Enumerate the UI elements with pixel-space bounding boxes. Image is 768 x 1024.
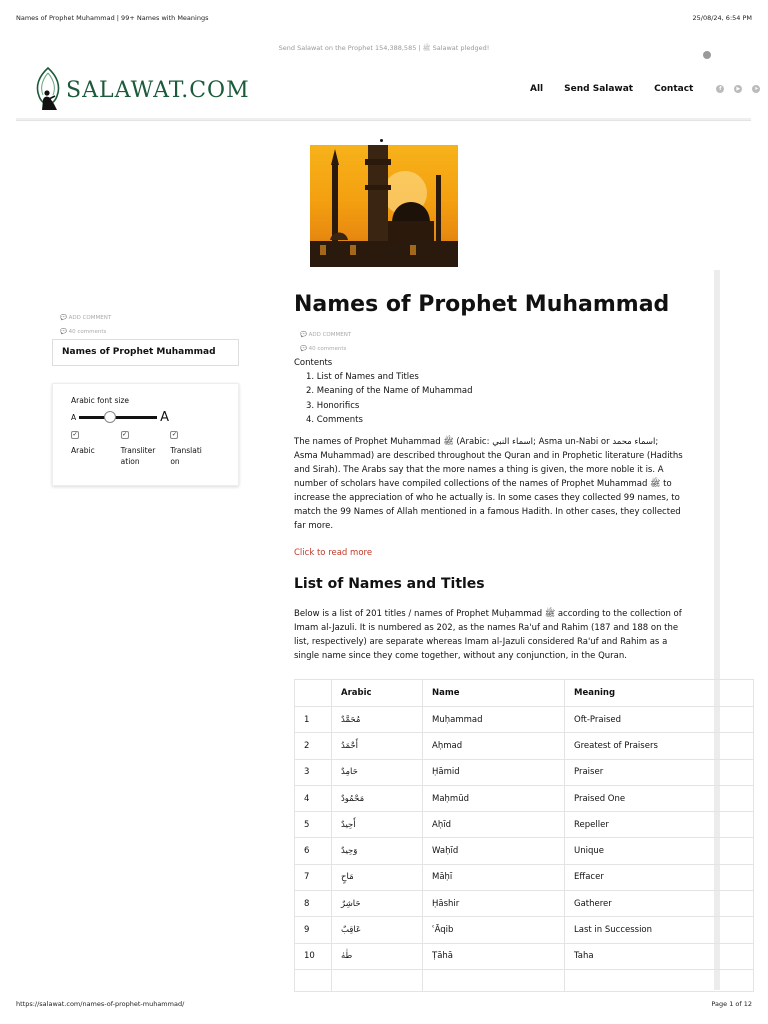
table-row: [295, 733, 754, 759]
toggle-translation[interactable]: [170, 431, 220, 467]
display-toggles: [71, 431, 220, 467]
row-number: 1: [295, 707, 332, 733]
article: [294, 292, 684, 663]
section-paragraph: Below is a list of 201 titles / names of Prophet Muḥammad ﷺ according to the collection of Imam al-Jazuli. It is numbered as 202, as the names Ra'uf and Rahim (187 and 188 on the list, respectively) are separate whereas Imam al-Jazuli considered Ra'uf and Rahim as a single name since they come together, without any conjunction, in the Quran.: [294, 609, 682, 662]
header-arabic: Arabic: [332, 680, 423, 707]
row-number: 10: [295, 943, 332, 969]
logo-text: SALAWAT.COM: [66, 77, 250, 103]
row-name: Muḥammad: [423, 707, 565, 733]
table-row: [295, 864, 754, 890]
small-a-label: A: [71, 412, 77, 422]
toggle-transliteration[interactable]: [121, 431, 171, 467]
toc-item[interactable]: 4. Comments: [306, 414, 363, 425]
row-meaning: Taha: [565, 943, 754, 969]
nav-item-contact[interactable]: Contact: [654, 84, 694, 94]
row-arabic: مَاحٍ: [332, 864, 423, 890]
print-datetime: 25/08/24, 6:54 PM: [692, 14, 752, 22]
row-meaning: Praised One: [565, 785, 754, 811]
table-row: [295, 917, 754, 943]
row-name: ʿĀqib: [423, 917, 565, 943]
row-name: Māḥī: [423, 864, 565, 890]
row-number: 2: [295, 733, 332, 759]
row-arabic: حَاشِرٌ: [332, 891, 423, 917]
names-table: [294, 679, 754, 992]
table-row: [295, 943, 754, 969]
row-name: Maḥmūd: [423, 785, 565, 811]
mosque-hero-image: [310, 145, 458, 267]
row-meaning: Gatherer: [565, 891, 754, 917]
font-size-slider-row: [71, 410, 220, 424]
section-title: List of Names and Titles: [294, 576, 485, 593]
row-arabic: وَحِيدٌ: [332, 838, 423, 864]
row-meaning: Greatest of Praisers: [565, 733, 754, 759]
row-arabic: مُحَمَّدٌ: [332, 707, 423, 733]
header-name: Name: [423, 680, 565, 707]
telegram-icon[interactable]: ➤: [754, 86, 759, 92]
row-meaning: Effacer: [565, 864, 754, 890]
row-arabic: عَاقِبٌ: [332, 917, 423, 943]
translation-checkbox[interactable]: ✓: [171, 431, 177, 438]
toggle-arabic[interactable]: [71, 431, 121, 467]
row-number: 4: [295, 785, 332, 811]
table-row-partial: [295, 969, 754, 991]
print-url: https://salawat.com/names-of-prophet-muhammad/: [16, 1000, 185, 1008]
article-comment-count[interactable]: 💬 40 comments: [300, 346, 347, 352]
table-row: [295, 707, 754, 733]
article-add-comment[interactable]: 💬 ADD COMMENT: [300, 332, 352, 338]
font-size-slider-handle[interactable]: [104, 411, 116, 423]
display-settings-panel: [52, 383, 239, 486]
header-divider: [16, 118, 751, 121]
row-name: Aḥīd: [423, 812, 565, 838]
row-name: Ṭāhā: [423, 943, 565, 969]
decorative-dot: [380, 139, 383, 142]
table-row: [295, 838, 754, 864]
praying-figure-logo-icon: [33, 66, 63, 114]
row-meaning: Oft-Praised: [565, 707, 754, 733]
announcement-bar[interactable]: Send Salawat on the Prophet ﷺ | 154,388,585 Salawat pledged!: [278, 44, 490, 52]
row-name: Ḥāshir: [423, 891, 565, 917]
toc-item[interactable]: 2. Meaning of the Name of Muhammad: [306, 386, 473, 397]
print-title: Names of Prophet Muhammad | 99+ Names with Meanings: [16, 14, 209, 22]
print-page-number: Page 1 of 12: [711, 1000, 752, 1008]
social-links: [706, 85, 760, 93]
transliteration-checkbox[interactable]: ✓: [122, 431, 128, 438]
page-title: Names of Prophet Muhammad: [294, 292, 670, 317]
table-row: [295, 891, 754, 917]
contents-title: Contents: [294, 358, 333, 368]
row-meaning: Unique: [565, 838, 754, 864]
facebook-icon[interactable]: f: [716, 85, 724, 93]
row-arabic: أَحْمَدُ: [332, 733, 423, 759]
table-row: [295, 785, 754, 811]
row-number: 6: [295, 838, 332, 864]
big-a-label: A: [160, 409, 170, 425]
row-name: Waḥīd: [423, 838, 565, 864]
print-header: [16, 14, 752, 24]
nav-item-send-salawat[interactable]: Send Salawat: [564, 84, 634, 94]
row-name: Aḥmad: [423, 733, 565, 759]
row-meaning: Repeller: [565, 812, 754, 838]
row-arabic: طٰهٰ: [332, 943, 423, 969]
read-more-link[interactable]: Click to read more: [294, 548, 373, 559]
site-logo[interactable]: [33, 66, 250, 114]
header-meaning: Meaning: [565, 680, 754, 707]
telegram-icon[interactable]: [703, 51, 711, 59]
row-number: 9: [295, 917, 332, 943]
sidebar-comment-count[interactable]: 💬 40 comments: [60, 329, 107, 335]
table-of-contents: [306, 370, 684, 427]
row-arabic: أَحِيدٌ: [332, 812, 423, 838]
sidebar-add-comment[interactable]: 💬 ADD COMMENT: [60, 315, 112, 321]
font-size-label: Arabic font size: [71, 396, 130, 405]
translation-checkbox-label: Translati on: [170, 446, 202, 466]
row-number: 5: [295, 812, 332, 838]
arabic-checkbox-label: Arabic: [71, 446, 95, 455]
toc-item[interactable]: 1. List of Names and Titles: [306, 372, 419, 382]
table-header-row: [295, 680, 754, 707]
table-row: [295, 812, 754, 838]
nav-item-all[interactable]: All: [530, 84, 544, 94]
row-meaning: Praiser: [565, 759, 754, 785]
row-meaning: Last in Succession: [565, 917, 754, 943]
header-number: [295, 680, 332, 707]
youtube-icon[interactable]: ▶: [734, 85, 742, 93]
row-number: 3: [295, 759, 332, 785]
row-number: 8: [295, 891, 332, 917]
transliteration-checkbox-label: Transliter ation: [120, 446, 156, 466]
font-size-slider[interactable]: [79, 416, 157, 419]
intro-paragraph: The names of Prophet Muhammad ﷺ (Arabic: اسماء النبي; Asma un-Nabi or اسماء محمد; Asma Muhammad) are described throughout the Quran and in Prophetic literature (Hadiths and Sirah). The Arabs say that the more names a thing is given, the more noble it is. A number of scholars have compiled collections of the names of Prophet Muhammad ﷺ to increase the appreciation of who he actually is. In some cases they collected 99 names, to match the 99 Names of Allah mentioned in a famous Hadith. In other cases, they collected far more.: [294, 437, 683, 532]
sidebar-title[interactable]: Names of Prophet Muhammad: [52, 339, 239, 366]
toc-item[interactable]: 3. Honorifics: [306, 400, 360, 411]
print-footer: [16, 1000, 752, 1008]
row-arabic: مَحْمُودٌ: [332, 785, 423, 811]
main-nav: [530, 84, 760, 94]
arabic-checkbox[interactable]: ✓: [72, 431, 78, 438]
row-name: Ḥāmid: [423, 759, 565, 785]
row-number: 7: [295, 864, 332, 890]
table-row: [295, 759, 754, 785]
row-arabic: حَامِدٌ: [332, 759, 423, 785]
